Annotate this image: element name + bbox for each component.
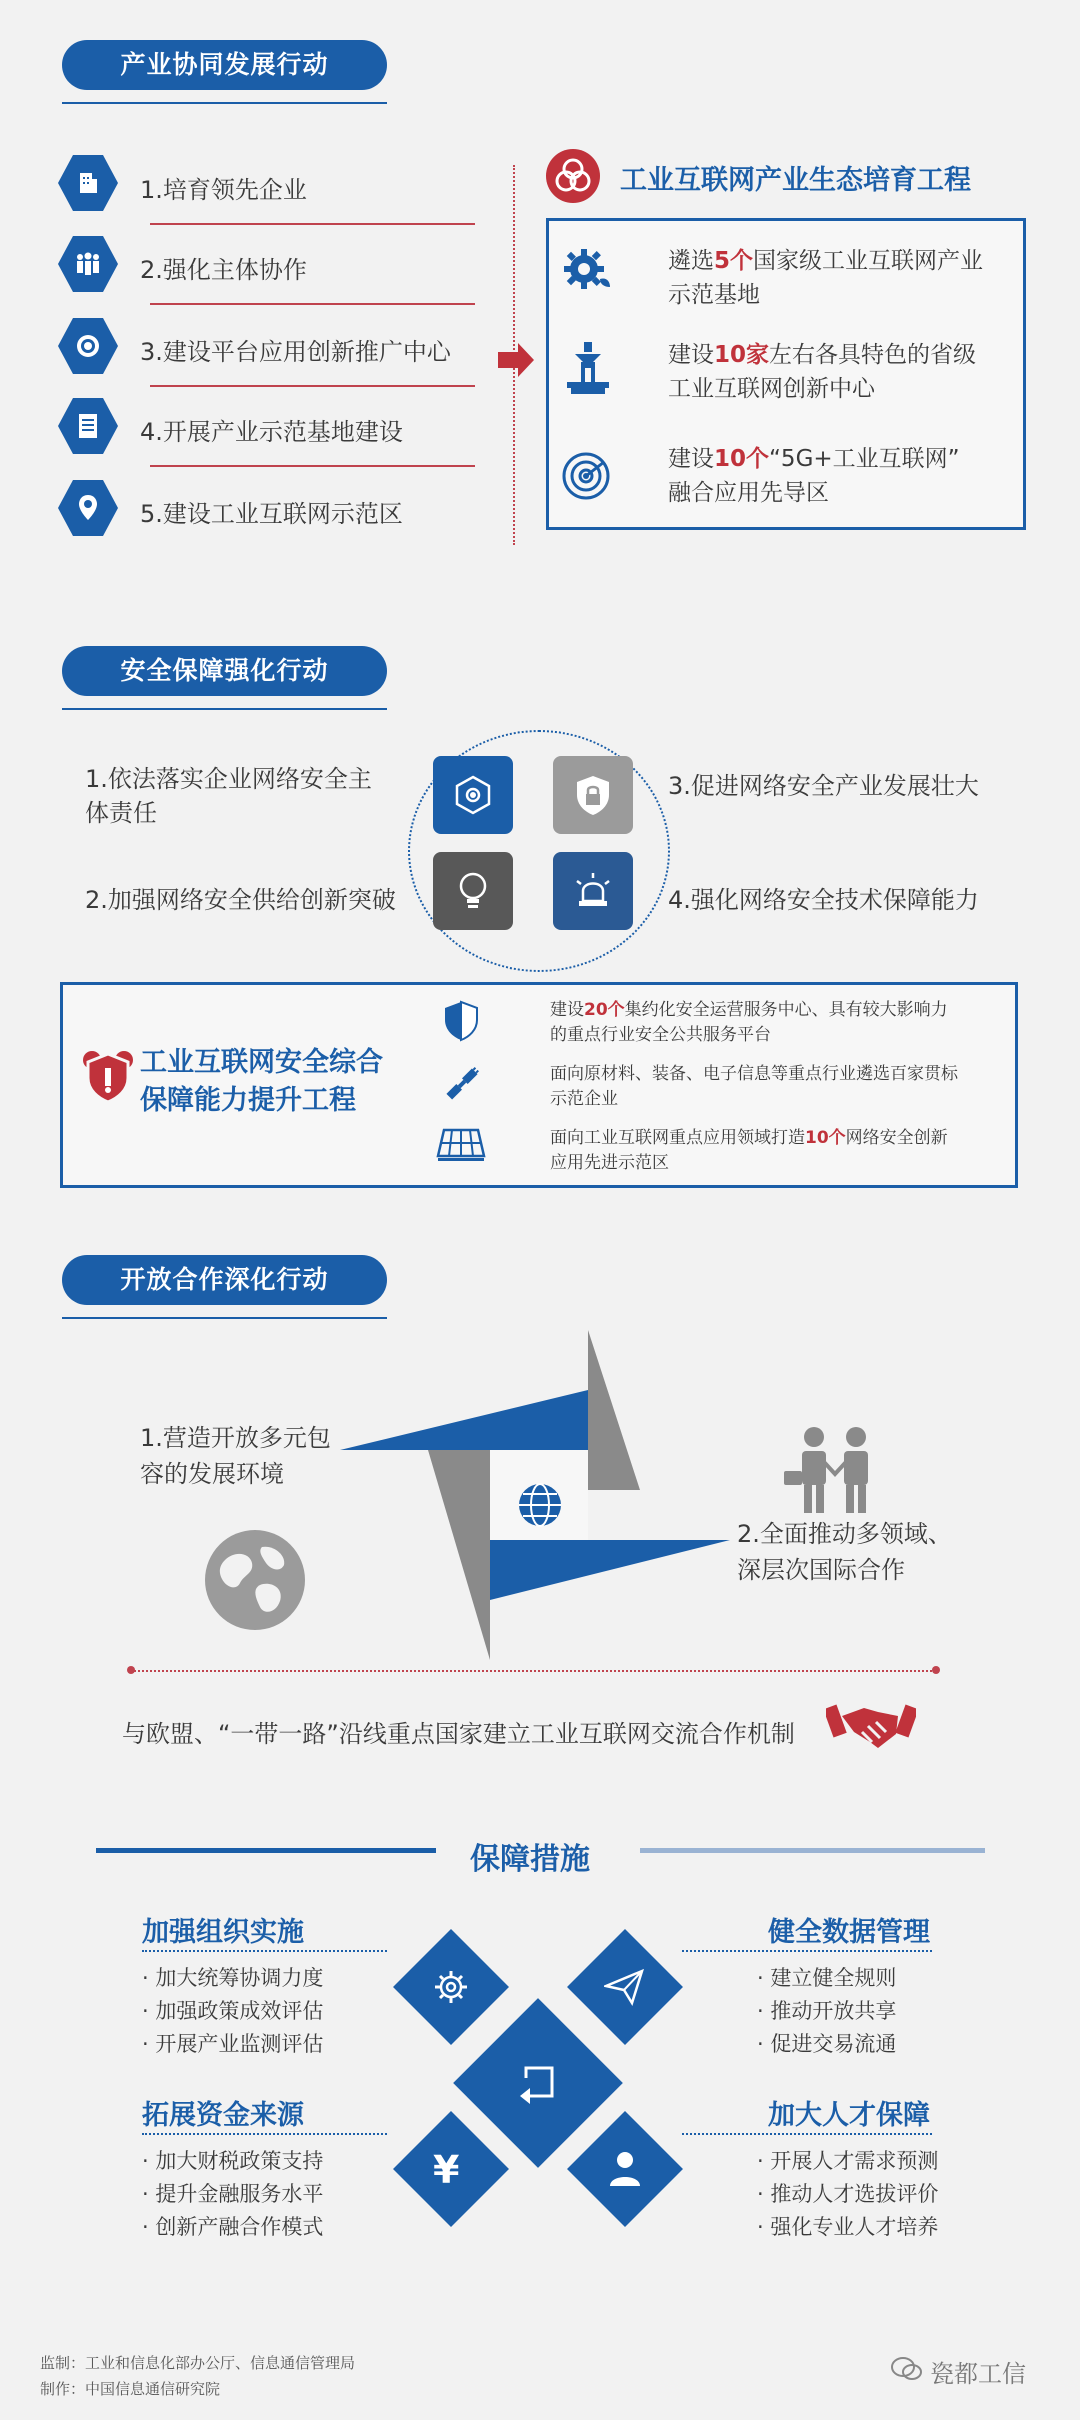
- tower-icon: [563, 340, 613, 400]
- line3-number: 10个: [714, 446, 770, 472]
- open-item-1: [140, 1420, 331, 1492]
- gear-icon: [58, 318, 118, 374]
- divider: [150, 385, 475, 387]
- security-project-title-b: 保障能力提升工程: [140, 1085, 356, 1116]
- ecosystem-line-3b: 融合应用先导区: [668, 480, 829, 506]
- security-project-title: [140, 1044, 383, 1120]
- section-underline: [62, 1317, 387, 1319]
- measures-g3-item-text: 提升金融服务水平: [155, 2182, 324, 2206]
- line3-prefix: 建设: [668, 446, 714, 472]
- industry-item-1: 1.培育领先企业: [140, 176, 307, 204]
- location-pin-icon: [58, 480, 118, 536]
- lightbulb-icon: [433, 852, 513, 930]
- open-item-2: [737, 1516, 952, 1588]
- measures-group-1-title: 加强组织实施: [142, 1917, 304, 1948]
- document-icon: [58, 398, 118, 454]
- measures-g1-item: · 加大统筹协调力度: [142, 1966, 324, 1990]
- divider-dot: [127, 1666, 135, 1674]
- divider: [142, 1950, 387, 1952]
- alarm-light-icon: [553, 852, 633, 930]
- security-line-3: [550, 1126, 948, 1151]
- measures-g2-item-text: 促进交易流通: [770, 2032, 897, 2056]
- open-item-2-line-a: 2.全面推动多领域、: [737, 1520, 952, 1548]
- section-underline: [62, 102, 387, 104]
- ecosystem-line-3: [668, 442, 960, 476]
- line2-suffix: 左右各具特色的省级: [769, 342, 977, 368]
- measures-g1-item-text: 加强政策成效评估: [155, 1999, 324, 2023]
- security-item-1-line-a: 1.依法落实企业网络安全主: [85, 765, 372, 793]
- paper-plane-icon: [604, 1968, 644, 2010]
- measures-group-2-title: 健全数据管理: [768, 1917, 930, 1948]
- measures-title: 保障措施: [470, 1842, 590, 1877]
- measures-g3-item-text: 创新产融合作模式: [155, 2215, 324, 2239]
- section-title-industry: 产业协同发展行动: [62, 40, 387, 90]
- lock-shield-icon: [553, 756, 633, 834]
- handshake-icon: [826, 1692, 916, 1766]
- footer-supervisor: 监制：工业和信息化部办公厅、信息通信管理局: [40, 2354, 356, 2372]
- ecosystem-line-1b: 示范基地: [668, 282, 760, 308]
- line1-number: 5个: [714, 248, 754, 274]
- line1-suffix: 国家级工业互联网产业: [753, 248, 984, 274]
- shield-gears-icon: [78, 1046, 138, 1110]
- security-line-3-number: 10个: [805, 1128, 846, 1148]
- section-title-open: 开放合作深化行动: [62, 1255, 387, 1305]
- measures-group-4-title: 加大人才保障: [768, 2100, 930, 2131]
- measures-g4-item-text: 开展人才需求预测: [770, 2149, 939, 2173]
- security-line-1: [550, 998, 948, 1023]
- security-line-1-suffix: 集约化安全运营服务中心、具有较大影响力: [624, 1000, 948, 1020]
- wechat-icon: [890, 2355, 924, 2387]
- cycle-arrow-icon: [512, 2056, 566, 2114]
- divider-dot: [932, 1666, 940, 1674]
- measures-g3-item-text: 加大财税政策支持: [155, 2149, 324, 2173]
- security-line-3b: 应用先进示范区: [550, 1153, 669, 1173]
- measures-g1-item: · 开展产业监测评估: [142, 2032, 324, 2056]
- measures-g1-item-text: 加大统筹协调力度: [155, 1966, 324, 1990]
- security-item-4: 4.强化网络安全技术保障能力: [668, 886, 979, 914]
- divider: [150, 303, 475, 305]
- measures-g4-item: · 开展人才需求预测: [757, 2149, 939, 2173]
- industry-item-4: 4.开展产业示范基地建设: [140, 418, 403, 446]
- security-line-1b: 的重点行业安全公共服务平台: [550, 1025, 771, 1045]
- measures-g4-item-text: 推动人才选拔评价: [770, 2182, 939, 2206]
- measures-g1-item: · 加强政策成效评估: [142, 1999, 324, 2023]
- security-line-1-number: 20个: [584, 1000, 625, 1020]
- yen-icon: ¥: [433, 2148, 460, 2192]
- ecosystem-line-2b: 工业互联网创新中心: [668, 376, 875, 402]
- section-underline: [62, 708, 387, 710]
- security-project-title-a: 工业互联网安全综合: [140, 1047, 383, 1078]
- measures-group-3-title: 拓展资金来源: [142, 2100, 304, 2131]
- security-line-3-suffix: 网络安全创新: [845, 1128, 948, 1148]
- cooperation-mechanism: 与欧盟、“一带一路”沿线重点国家建立工业互联网交流合作机制: [122, 1720, 795, 1748]
- solar-grid-icon: [436, 1124, 486, 1168]
- security-item-3: 3.促进网络安全产业发展壮大: [668, 772, 979, 800]
- ecosystem-line-2: [668, 338, 976, 372]
- measures-g2-item-text: 建立健全规则: [770, 1966, 897, 1990]
- security-line-1-prefix: 建设: [550, 1000, 584, 1020]
- security-item-2: 2.加强网络安全供给创新突破: [85, 886, 396, 914]
- open-item-2-line-b: 深层次国际合作: [737, 1556, 905, 1584]
- world-icon: [200, 1525, 310, 1639]
- building-icon: [58, 155, 118, 211]
- measures-g3-item: · 创新产融合作模式: [142, 2215, 324, 2239]
- divider: [682, 2133, 932, 2135]
- line2-prefix: 建设: [668, 342, 714, 368]
- divider: [142, 2133, 387, 2135]
- measures-g2-item-text: 推动开放共享: [770, 1999, 897, 2023]
- ecosystem-line-1: [668, 244, 983, 278]
- team-icon: [58, 236, 118, 292]
- divider: [150, 223, 475, 225]
- gear-icon: [432, 1968, 470, 2010]
- security-line-2b: 示范企业: [550, 1089, 618, 1109]
- network-icon: [433, 756, 513, 834]
- title-rule-right: [640, 1848, 985, 1853]
- measures-g1-item-text: 开展产业监测评估: [155, 2032, 324, 2056]
- measures-g4-item-text: 强化专业人才培养: [770, 2215, 939, 2239]
- globe-icon: [515, 1480, 565, 1534]
- handshake-people-icon: [780, 1425, 890, 1519]
- security-item-1: [85, 762, 372, 830]
- gear-leaf-icon: [560, 243, 612, 299]
- line2-number: 10家: [714, 342, 770, 368]
- measures-g4-item: · 强化专业人才培养: [757, 2215, 939, 2239]
- security-line-2: 面向原材料、装备、电子信息等重点行业遴选百家贯标: [550, 1064, 958, 1084]
- industry-item-3: 3.建设平台应用创新推广中心: [140, 338, 451, 366]
- open-item-1-line-a: 1.营造开放多元包: [140, 1424, 331, 1452]
- measures-g3-item: · 加大财税政策支持: [142, 2149, 324, 2173]
- footer-brand: 瓷都工信: [930, 2360, 1026, 2388]
- open-item-1-line-b: 容的发展环境: [140, 1460, 284, 1488]
- half-shield-icon: [442, 1000, 480, 1046]
- industry-item-5: 5.建设工业互联网示范区: [140, 500, 403, 528]
- line1-prefix: 遴选: [668, 248, 714, 274]
- industry-item-2: 2.强化主体协作: [140, 256, 307, 284]
- measures-g2-item: · 促进交易流通: [757, 2032, 897, 2056]
- right-arrow-icon: [496, 340, 536, 384]
- plug-connect-icon: [440, 1062, 484, 1110]
- footer-producer: 制作：中国信息通信研究院: [40, 2380, 221, 2398]
- line3-suffix: “5G+工业互联网”: [769, 446, 960, 472]
- measures-g2-item: · 建立健全规则: [757, 1966, 897, 1990]
- measures-g4-item: · 推动人才选拔评价: [757, 2182, 939, 2206]
- measures-g3-item: · 提升金融服务水平: [142, 2182, 324, 2206]
- section-title-security: 安全保障强化行动: [62, 646, 387, 696]
- security-line-3-prefix: 面向工业互联网重点应用领域打造: [550, 1128, 805, 1148]
- divider: [130, 1670, 936, 1672]
- title-rule-left: [96, 1848, 436, 1853]
- ecosystem-project-title: 工业互联网产业生态培育工程: [620, 165, 971, 196]
- measures-g2-item: · 推动开放共享: [757, 1999, 897, 2023]
- ecosystem-icon: [545, 148, 601, 208]
- divider: [150, 465, 475, 467]
- person-icon: [606, 2148, 644, 2192]
- security-item-1-line-b: 体责任: [85, 799, 157, 827]
- radar-icon: [560, 450, 612, 506]
- divider: [682, 1950, 932, 1952]
